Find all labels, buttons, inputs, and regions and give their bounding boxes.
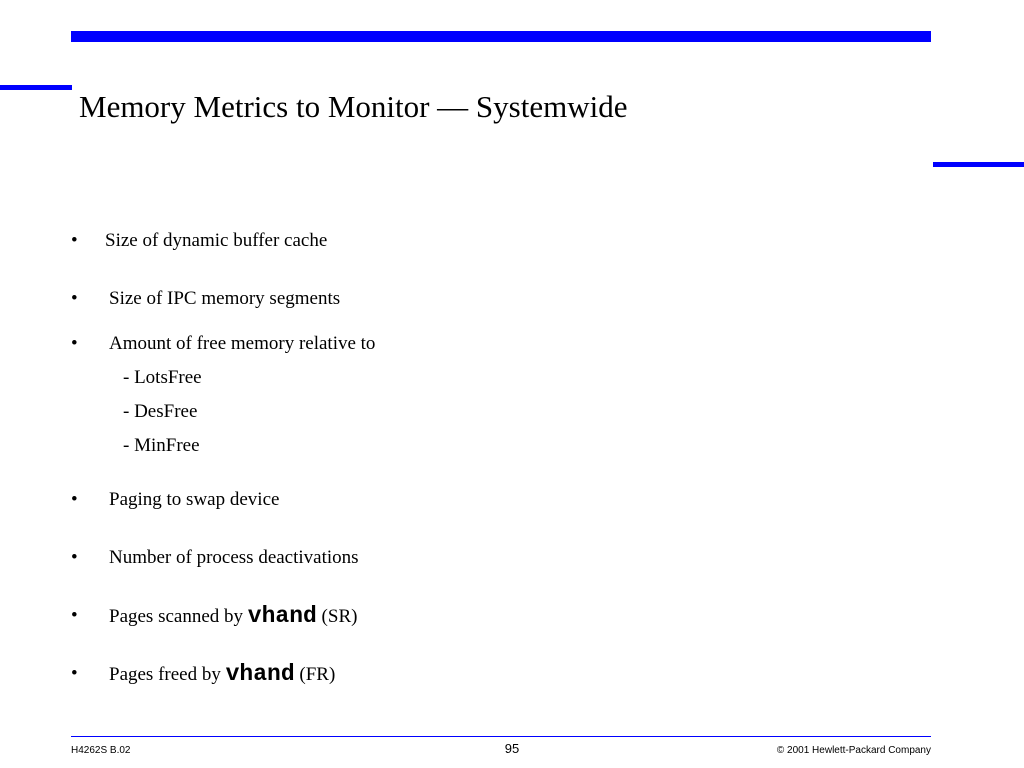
bullet-text: Size of IPC memory segments [109, 288, 341, 309]
bullet-icon: • [71, 663, 78, 684]
bullet-text-tail: (FR) [294, 664, 336, 685]
bullet-text-lead: Pages freed by [109, 664, 226, 685]
bullet-text: Number of process deactivations [109, 547, 359, 568]
slide-title: Memory Metrics to Monitor –– Systemwide [79, 89, 628, 124]
sub-item: - LotsFree [123, 367, 202, 388]
right-accent-bar [933, 162, 1024, 167]
bullet-icon: • [71, 288, 78, 309]
course-code: H4262S B.02 [71, 745, 131, 756]
bullet-text: Size of dynamic buffer cache [105, 230, 328, 251]
bullet-icon: • [71, 605, 78, 626]
sub-item: - DesFree [123, 401, 198, 422]
bullet-list [71, 0, 931, 700]
bullet-text: Paging to swap device [109, 489, 280, 510]
bullet-text-lead: Pages scanned by [109, 606, 248, 627]
bullet-icon: • [71, 333, 78, 354]
bullet-text: Amount of free memory relative to [109, 333, 376, 354]
bullet-icon: • [71, 547, 78, 568]
page-number: 95 [504, 741, 520, 756]
bullet-icon: • [71, 489, 78, 510]
sub-item: - MinFree [123, 435, 200, 456]
bullet-text [109, 662, 335, 687]
bullet-icon: • [71, 230, 78, 251]
footer-divider [71, 736, 931, 737]
vhand-code: vhand [225, 661, 295, 687]
vhand-code: vhand [247, 603, 317, 629]
copyright-notice: © 2001 Hewlett-Packard Company [776, 745, 931, 756]
bullet-text [109, 604, 357, 629]
bullet-text-tail: (SR) [316, 606, 358, 627]
left-accent-bar [0, 85, 72, 90]
